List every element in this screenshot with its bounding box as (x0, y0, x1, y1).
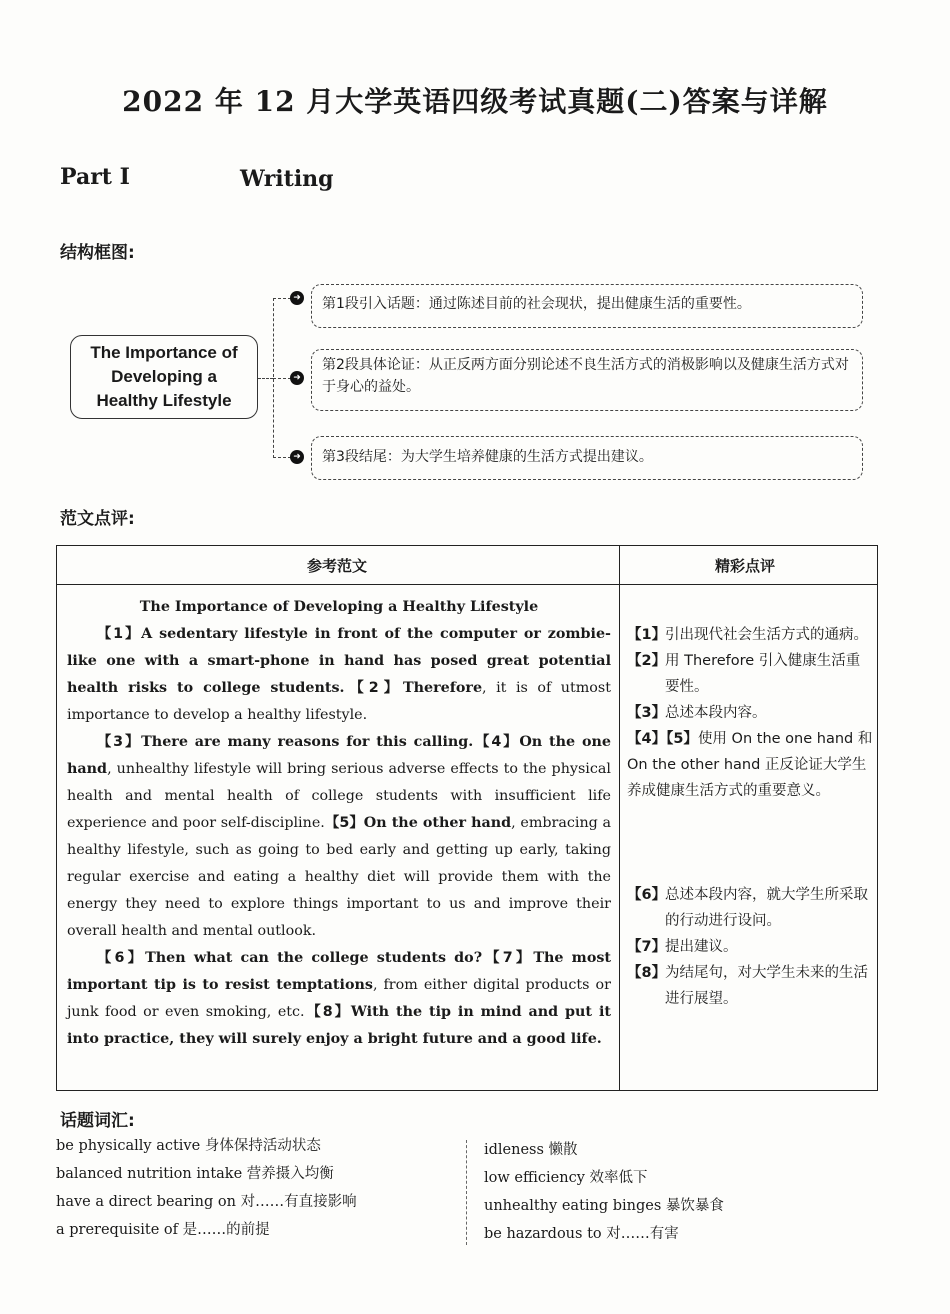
page-title: 2022 年 12 月大学英语四级考试真题(二)答案与详解 (122, 85, 828, 118)
vocabulary-right-list (484, 1136, 724, 1248)
comment-item: 【1】 引出现代社会生活方式的通病。 (627, 627, 868, 643)
comment-list (627, 622, 873, 1012)
column-divider (619, 546, 620, 1090)
part-number: Part Ⅰ (60, 164, 130, 190)
root-connector (258, 378, 273, 379)
comment-item: 【7】 提出建议。 (627, 939, 738, 955)
comment-item: 【3】 总述本段内容。 (627, 705, 767, 721)
list-item: unhealthy eating binges 暴饮暴食 (484, 1198, 724, 1214)
list-item: be hazardous to 对……有害 (484, 1226, 679, 1242)
essay-title: The Importance of Developing a Healthy Lifestyle (139, 599, 539, 615)
essay-paragraph-2: 【3】There are many reasons for this calling.【4】On the one hand, unhealthy lifestyle will bring serious adverse effects to the physical health and mental health of college students with insufficient life experience and poor self-discipline.【5】On the other hand, embracing a healthy lifestyle, such as going to bed early and getting up early, taking regular exercise and eating a healthy diet will provide them with the energy they need to explore things important to us and improve their overall health and mental outlook. (67, 734, 612, 939)
vocabulary-left-list (56, 1132, 357, 1244)
sample-essay (67, 594, 611, 1053)
branch-box-2: 第2段具体论证：从正反两方面分别论述不良生活方式的消极影响以及健康生活方式对于身心的益处。 (311, 349, 863, 411)
list-item: a prerequisite of 是……的前提 (56, 1222, 270, 1238)
comment-item: 【2】 用 Therefore 引入健康生活重要性。 (627, 653, 861, 695)
list-item: idleness 懒散 (484, 1142, 578, 1158)
branch-connector-3 (273, 457, 291, 458)
branch-connector-1 (273, 298, 291, 299)
comment-item: 【4】【5】使用 On the one hand 和 On the other hand 正反论证大学生养成健康生活方式的重要意义。 (627, 731, 873, 799)
arrow-bullet-icon: ➜ (290, 291, 304, 305)
branch-box-3: 第3段结尾：为大学生培养健康的生活方式提出建议。 (311, 436, 863, 480)
comment-column-header: 精彩点评 (715, 557, 776, 575)
branch-box-1: 第1段引入话题：通过陈述目前的社会现状，提出健康生活的重要性。 (311, 284, 863, 328)
list-item: have a direct bearing on 对……有直接影响 (56, 1194, 357, 1210)
list-item: low efficiency 效率低下 (484, 1170, 648, 1186)
list-item: balanced nutrition intake 营养摄入均衡 (56, 1166, 334, 1182)
comment-item: 【8】 为结尾句，对大学生未来的生活进行展望。 (627, 965, 868, 1007)
branch-connector-2 (273, 378, 291, 379)
vocabulary-divider (466, 1140, 467, 1245)
part-name: Writing (240, 166, 334, 192)
essay-paragraph-3: 【6】Then what can the college students do?【7】The most important tip is to resist temptations, from either digital products or junk food or even smoking, etc.【8】With the tip in mind and put it into practice, they will surely enjoy a bright future and a good life. (67, 950, 612, 1047)
vocabulary-label: 话题词汇: (60, 1111, 135, 1131)
review-table (56, 545, 878, 1091)
comment-item: 【6】 总述本段内容，就大学生所采取的行动进行设问。 (627, 887, 868, 929)
essay-column-header: 参考范文 (307, 557, 368, 575)
arrow-bullet-icon: ➜ (290, 371, 304, 385)
arrow-bullet-icon: ➜ (290, 450, 304, 464)
review-label: 范文点评: (60, 509, 135, 529)
list-item: be physically active 身体保持活动状态 (56, 1138, 321, 1154)
structure-label: 结构框图: (60, 243, 135, 263)
structure-root-box: The Importance of Developing a Healthy Lifestyle (70, 335, 258, 419)
essay-paragraph-1: 【1】A sedentary lifestyle in front of the computer or zombie-like one with a smart-phone in hand has posed great potential health risks to college students.【2】Therefore, it is of utmost importance to develop a healthy lifestyle. (67, 626, 611, 723)
